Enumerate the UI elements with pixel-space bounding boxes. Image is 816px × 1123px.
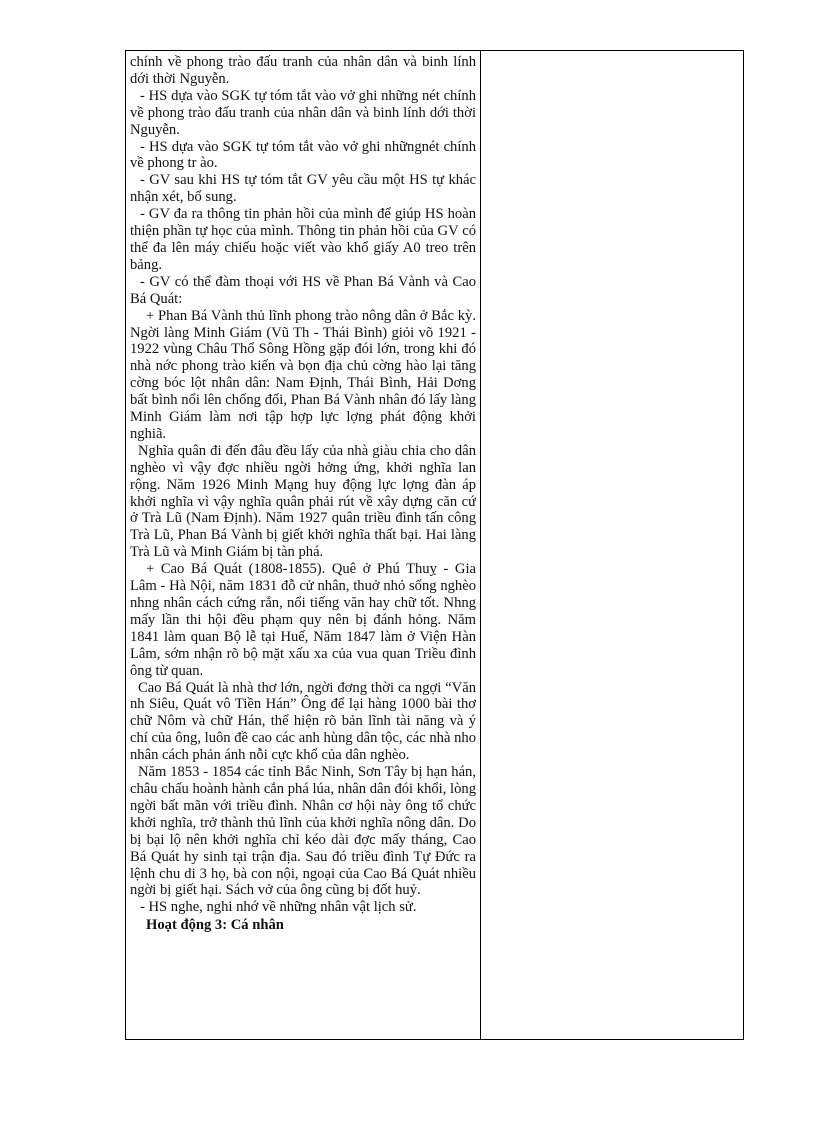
paragraph: Năm 1853 - 1854 các tỉnh Bắc Ninh, Sơn Tây bị hạn hán, châu chấu hoành hành cắn phá lúa, nhân dân đói khổi, lòng ngời bất mãn với triều đình. Nhân cơ hội này ông tổ chức khởi nghĩa, trở thành thủ lĩnh của khởi nghĩa nông dân. Do bị bại lộ nên khởi nghĩa chỉ kéo dài đợc mấy tháng, Cao Bá Quát hy sinh tại trận địa. Sau đó triều đình Tự Đức ra lệnh chu di 3 họ, bà con nội, ngoại của Cao Bá Quát nhiều ngời bị giết hại. Sách vở của ông cũng bị đốt huỷ. [130,764,476,899]
paragraph: + Cao Bá Quát (1808-1855). Quê ở Phú Thuỵ - Gia Lâm - Hà Nội, năm 1831 đỗ cử nhân, thuở nhỏ sống nghèo nhng nhân cách cứng rắn, nổi tiếng văn hay chữ tốt. Nhng mấy lần thi hội đều phạm quy nên bị đánh hỏng. Năm 1841 làm quan Bộ lễ tại Huế, Năm 1847 làm ở Viện Hàn Lâm, sớm nhận rõ bộ mặt xấu xa của vua quan Triều đình ông từ quan. [130,561,476,679]
paragraph: Cao Bá Quát là nhà thơ lớn, ngời đơng thời ca ngợi “Văn nh Siêu, Quát vô Tiền Hán” Ông để lại hàng 1000 bài thơ chữ Nôm và chữ Hán, thể hiện rõ bản lĩnh tài năng và ý chí của ông, luôn đề cao các anh hùng dân tộc, các nhà nho nhân cách phản ánh nỗi cực khổ của dân nghèo. [130,679,476,764]
paragraph: - HS dựa vào SGK tự tóm tắt vào vở ghi nhữngnét chính về phong tr ào. [130,138,476,172]
section-heading: Hoạt động 3: Cá nhân [146,917,284,934]
left-column-cell [130,54,476,1039]
paragraph: - HS dựa vào SGK tự tóm tắt vào vở ghi những nét chính về phong trào đấu tranh của nhân dân và binh lính dới thời Nguyễn. [130,87,476,138]
column-divider [480,51,481,1039]
paragraph: chính về phong trào đấu tranh của nhân dân và binh lính dới thời Nguyễn. [130,54,476,87]
paragraph: Nghĩa quân đi đến đâu đều lấy của nhà giàu chia cho dân nghèo vì vậy đợc nhiều ngời hởng ứng, khởi nghĩa lan rộng. Năm 1926 Minh Mạng huy động lực lợng đàn áp khởi nghĩa vì vậy nghĩa quân phải rút về xây dựng căn cứ ở Trà Lũ (Nam Định). Năm 1927 quân triều đình tấn công Trà Lũ, Phan Bá Vành bị giết khởi nghĩa thất bại. Hai làng Trà Lũ và Minh Giám bị tàn phá. [130,442,476,561]
paragraph: - GV có thể đàm thoại với HS về Phan Bá Vành và Cao Bá Quát: [130,273,476,307]
right-column-cell [482,51,743,1039]
lesson-table [125,50,744,1040]
paragraph: - GV sau khi HS tự tóm tắt GV yêu cầu một HS tự khác nhận xét, bổ sung. [130,172,476,206]
paragraph: - HS nghe, nghi nhớ về những nhân vật lịch sử. [140,899,417,916]
paragraph: - GV đa ra thông tin phản hồi của mình để giúp HS hoàn thiện phần tự học của mình. Thông tin phản hồi của GV có thể đa lên máy chiếu hoặc viết vào khổ giấy A0 treo trên bảng. [130,206,476,273]
paragraph: + Phan Bá Vành thủ lĩnh phong trào nông dân ở Bắc kỳ. Ngời làng Minh Giám (Vũ Th - Thái Bình) giỏi võ 1921 - 1922 vùng Châu Thổ Sông Hồng gặp đói lớn, trong khi đó nhà nớc phong trào kiến và bọn địa chủ cờng hào lại tăng cờng bóc lột nhân dân: Nam Định, Thái Bình, Hải Dơng bất bình nổi lên chống đối, Phan Bá Vành nhân đó lấy làng Minh Giám làm nơi tập hợp lực lợng phát động khởi nghiã. [130,307,476,442]
